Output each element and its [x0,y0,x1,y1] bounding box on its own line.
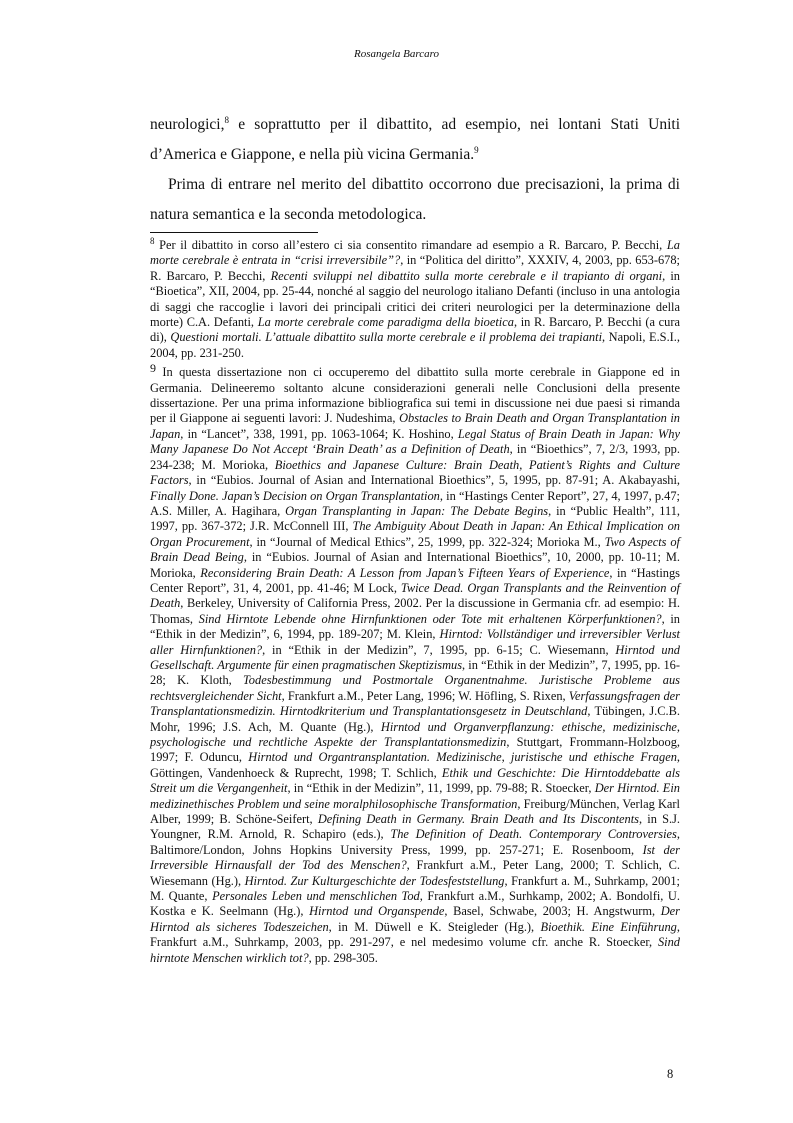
footnote-text: , Tübingen, J.C.B. Mohr, 1996; J.S. Ach, M. Quante (Hg.), [150,704,680,734]
citation-title: Der Hirntod als sicheres Todeszeichen [150,904,680,934]
footnote-text: , Basel, Schwabe, 2003; H. Angstwurm, [444,904,661,919]
footnotes [150,235,681,966]
footnote-text: Per il dibattito in corso all’estero ci sia consentito rimandare ad esempio a R. Barcaro, P. Becchi, [154,238,667,252]
footnote-text: , Frankfurt a.M., Peter Lang, 2000; T. Schlich, C. Wiesemann (Hg.), [150,858,680,888]
citation-title: Finally Done. Japan’s Decision on Organ Transplantation [150,488,440,503]
footnote-body [150,365,680,964]
citation-title: Sind hirntote Menschen wirklich tot? [150,935,680,965]
footnote-text: , Stuttgart, Frommann-Holzboog, 1997; F. Oduncu, [150,735,680,765]
citation-title: Legal Status of Brain Death in Japan: Why Many Japanese Do Not Accept ‘Brain Death’ as a Definition of Death [150,426,680,457]
footnote-body [150,235,681,360]
footnote-separator [150,232,318,233]
footnote-text: , in “Ethik in der Medizin”, 6, 1994, pp. 189-207; M. Klein, [150,611,680,642]
citation-title: Reconsidering Brain Death: A Lesson from Japan’s Fifteen Years of Experience [200,565,610,580]
footnote-text: , in “Ethik in der Medizin”, 7, 1995, pp. 6-15; C. Wiesemann, [262,642,616,657]
citation-title: Twice Dead. Organ Transplants and the Reinvention of Death [150,580,680,611]
citation-title: The Definition of Death. Contemporary Controversies [390,827,677,842]
footnote-text: , Frankfurt a. M., Suhrkamp, 2001; M. Quante, [150,873,680,904]
citation-title: Der Hirntod. Ein medizinethisches Problem und seine moralphilosophische Transformation [150,781,680,811]
footnote-text: In questa dissertazione non ci occuperemo del dibattito sulla morte cerebrale in Giappone ed in Germania. Delineeremo soltanto alcune considerazioni generali nelle Conclusioni della presente dissertazione. Per una prima informazione bibliografica sui temi in discussione nei due paesi si rimanda per il Giappone ai seguenti lavori: J. Nudeshima, [150,365,680,426]
body-text [150,110,680,230]
footnote-text: , Frankfurt a.M., Surhkamp, 2002; A. Bondolfi, U. Kostka e K. Seelmann (Hg.), [150,889,680,919]
citation-title: Personales Leben und menschlichen Tod [212,889,420,904]
footnote-text: , in “Eubios. Journal of Asian and International Bioethics”, 10, 2000, pp. 10-11; M. Morioka, [150,550,680,580]
footnote-text: , Berkeley, University of California Press, 2002. Per la discussione in Germania cfr. ad esempio: H. Thomas, [150,596,680,626]
footnote-text: , in “Eubios. Journal of Asian and International Bioethics”, 5, 1995, pp. 87-91; A. Akabayashi, [188,473,680,488]
citation-title: Hirntod und Organtransplantation. Medizinische, juristische und ethische Fragen [248,750,677,765]
page-number: 8 [667,1067,674,1081]
citation-title: Defining Death in Germany. Brain Death and Its Discontents [317,812,639,827]
footnote-text: , in “Hastings Center Report”, 31, 4, 2001, pp. 41-46; M Lock, [150,565,680,595]
citation-title: Two Aspects of Brain Dead Being [150,534,680,565]
citation-title: La morte cerebrale è entrata in “crisi irreversibile”? [150,238,680,268]
footnote-text: , Göttingen, Vandenhoeck & Ruprecht, 1998; T. Schlich, [150,750,680,780]
footnote-text: , in “Lancet”, 338, 1991, pp. 1063-1064; K. Hoshino, [180,426,458,441]
footnote-text: , in “Bioethics”, 7, 2/3, 1993, pp. 234-238; M. Morioka, [150,442,680,472]
footnote-text: , in “Bioetica”, XII, 2004, pp. 25-44, nonché al saggio del neurologo italiano Defanti (incluso in una antologia di saggi che raccoglie i lavori dei principali critici dei criteri neurologici per la determinazione della morte) C.A. Defanti, [150,268,680,330]
footnote-text: , in “Ethik in der Medizin”, 7, 1995, pp. 16-28; K. Kloth, [150,657,680,688]
citation-title: Obstacles to Brain Death and Organ Transplantation in Japan [150,411,680,441]
footnote-8 [150,235,681,361]
paragraph-1-end: e soprattutto per il dibattito, ad esempio, nei lontani Stati Uniti d’America e Giappone, e nella più vicina Germania. [150,116,680,163]
footnote-text: , in S.J. Youngner, R.M. Arnold, R. Schapiro (eds.), [150,812,680,842]
citation-title: Bioethik. Eine Einführung [540,919,677,934]
paragraph-1 [150,110,680,170]
running-header: Rosangela Barcaro [353,48,440,60]
paragraph-2: Prima di entrare nel merito del dibattito occorrono due precisazioni, la prima di natura semantica e la seconda metodologica. [150,176,680,223]
footnote-text: , Frankfurt a.M., Peter Lang, 1996; W. Höfling, S. Rixen, [281,688,569,703]
footnote-text: , in M. Düwell e K. Steigleder (Hg.), [328,919,541,934]
footnote-text: , in “Politica del diritto”, XXXIV, 4, 2003, pp. 653-678; R. Barcaro, P. Becchi, [150,253,680,283]
footnote-text: , Freiburg/München, Verlag Karl Alber, 1999; B. Schöne-Seifert, [150,796,680,827]
footnote-ref-8[interactable]: 8 [224,114,229,125]
citation-title: Ist der Irreversible Hirnausfall der Tod des Menschen? [150,842,680,873]
citation-title: Verfassungsfragen der Transplantationsmedizin. Hirntodkriterium und Transplantationsgesetz in Deutschland [150,688,681,719]
footnote-text: , in “Hastings Center Report”, 27, 4, 1997, p.47; A.S. Miller, A. Hagihara, [150,488,680,518]
footnote-number: 9 [150,361,156,376]
citation-title: Sind Hirntote Lebende ohne Hirnfunktionen oder Tote mit erhaltenen Körperfunktionen? [198,611,662,626]
citation-title: Hirntod und Organspende [309,904,445,919]
footnote-text: , Frankfurt a.M., Suhrkamp, 2003, pp. 291-297, e nel medesimo volume cfr. anche R. Stoecker, [150,919,680,950]
citation-title: La morte cerebrale come paradigma della bioetica [257,315,514,330]
footnote-ref-9[interactable]: 9 [474,144,479,155]
citation-title: Hirntod. Zur Kulturgeschichte der Todesfeststellung [244,873,505,888]
paragraph-1-start: neurologici, [150,116,225,133]
citation-title: Organ Transplanting in Japan: The Debate Begins [285,503,549,518]
footnote-text: , in “Public Health”, 111, 1997, pp. 367-372; J.R. McConnell III, [150,503,680,534]
citation-title: Recenti sviluppi nel dibattito sulla morte cerebrale e il trapianto di organi [270,268,663,283]
footnote-text: , in “Ethik in der Medizin”, 11, 1999, pp. 79-88; R. Stoecker, [287,781,595,796]
citation-title: Hirntod: Vollständiger und irreversibler Verlust aller Hirnfunktionen? [150,627,680,657]
footnote-text: , in “Journal of Medical Ethics”, 25, 1999, pp. 322-324; Morioka M., [249,534,605,549]
citation-title: Ethik und Geschichte: Die Hirntoddebatte als Streit um die Vergangenheit [150,765,680,796]
citation-title: Hirntod und Organverpflanzung: ethische, medizinische, psychologische und rechtliche Aspekte der Transplantationsmedizin [150,719,680,749]
footnote-text: , pp. 298-305. [308,950,378,965]
citation-title: Bioethics and Japanese Culture: Brain Death, Patient’s Rights and Culture Factors [150,457,680,488]
citation-title: Questioni mortali. L’attuale dibattito sulla morte cerebrale e il problema dei trapianti [170,330,603,345]
citation-title: The Ambiguity About Death in Japan: An Ethical Implication on Organ Procurement [150,519,680,549]
citation-title: Hirntod und Gesellschaft. Argumente für einen pragmatischen Skeptizismus [150,642,680,672]
footnote-number: 8 [150,235,155,246]
footnote-text: , Napoli, E.S.I., 2004, pp. 231-250. [150,330,680,360]
citation-title: Todesbestimmung und Postmortale Organentnahme. Juristische Probleme aus rechtsvergleichender Sicht [150,673,680,703]
footnote-9 [150,361,680,966]
footnote-text: , in R. Barcaro, P. Becchi (a cura di), [150,315,681,345]
footnote-text: , Baltimore/London, Johns Hopkins University Press, 1999, pp. 257-271; E. Rosenboom, [150,827,680,857]
